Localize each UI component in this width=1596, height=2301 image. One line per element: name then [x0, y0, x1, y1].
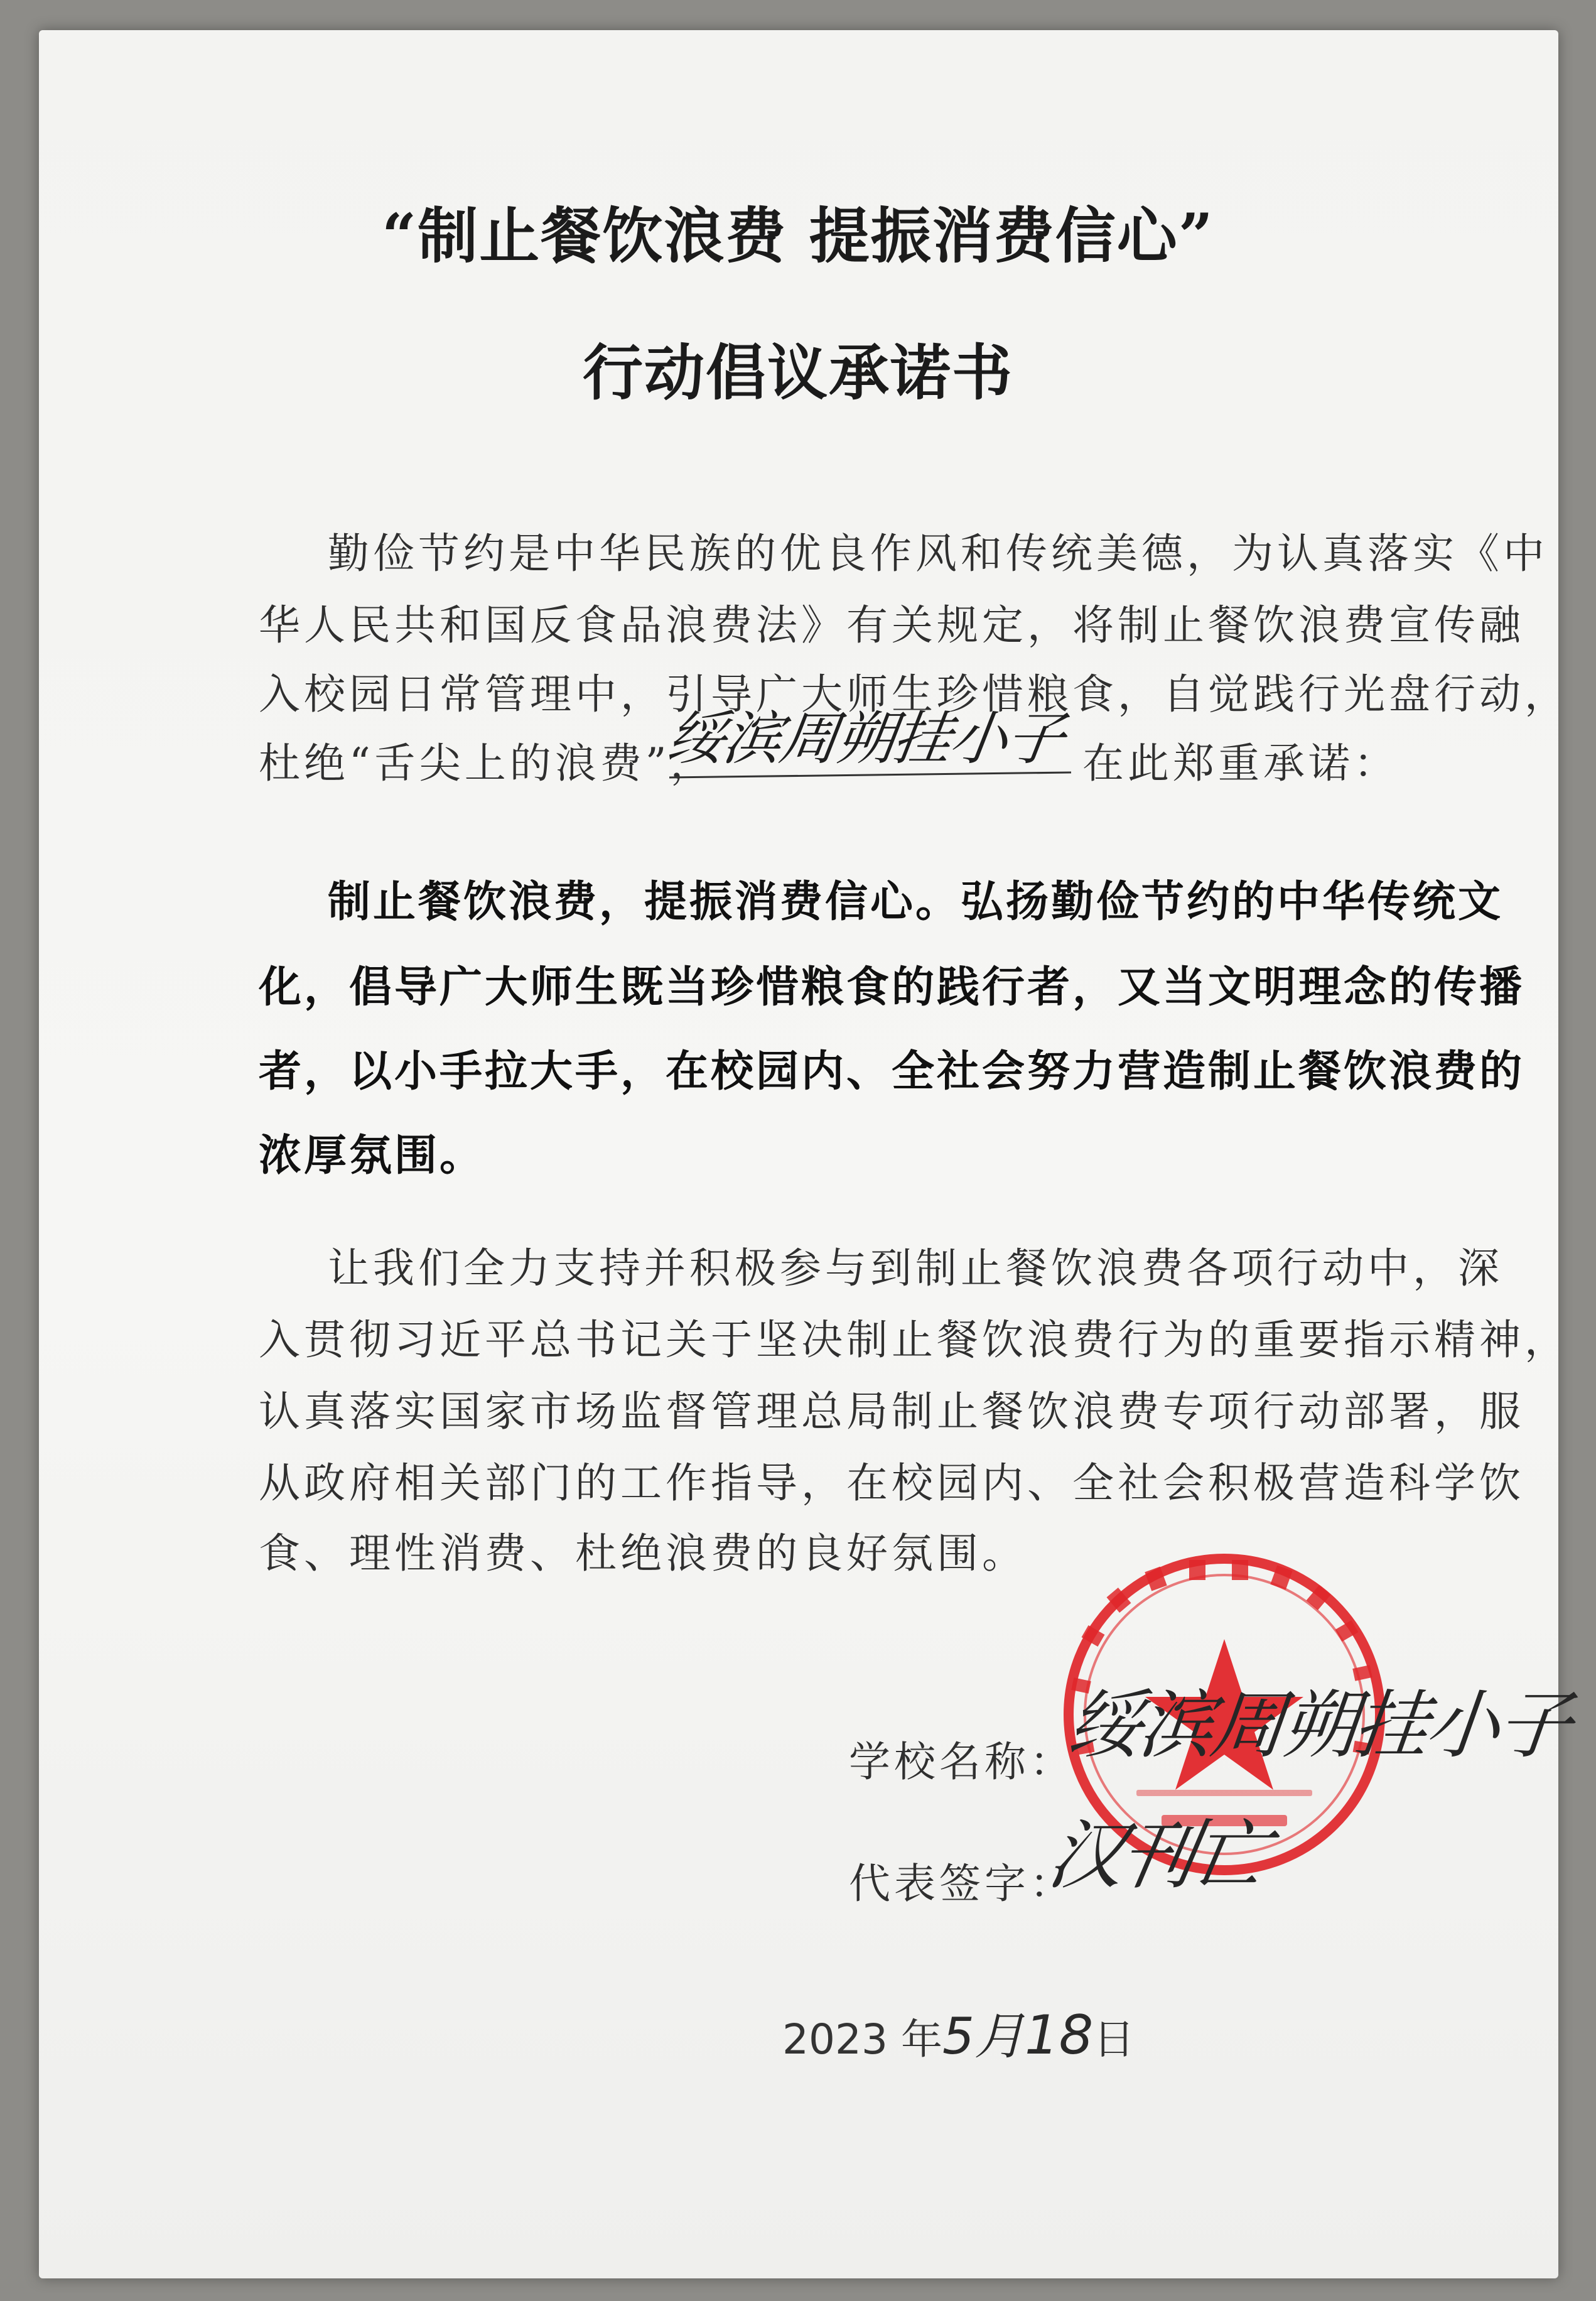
support-line: 从政府相关部门的工作指导，在校园内、全社会积极营造科学饮: [259, 1459, 1524, 1507]
intro-line: 勤俭节约是中华民族的优良作风和传统美德，为认真落实《中: [328, 529, 1548, 578]
intro-line-suffix: 在此郑重承诺：: [1082, 739, 1399, 788]
school-name-label: 学校名称：: [849, 1738, 1075, 1786]
handwritten-signature: [1041, 1802, 1341, 1909]
support-line: 食、理性消费、杜绝浪费的良好氛围。: [259, 1529, 1027, 1578]
document-title-line-2: 行动倡议承诺书: [583, 337, 1013, 408]
handwritten-inline-school-name: [662, 698, 1084, 786]
handwritten-school-name: [1063, 1670, 1574, 1777]
svg-text:汉刊亡: 汉刊亡: [1041, 1811, 1272, 1900]
signing-date: [782, 1996, 1135, 2068]
intro-line-prefix: 杜绝“舌尖上的浪费”，: [259, 739, 716, 788]
intro-line: 入校园日常管理中，引导广大师生珍惜粮食，自觉践行光盘行动，: [259, 670, 1570, 718]
date-year: 2023 年: [782, 2015, 942, 2064]
support-line: 让我们全力支持并积极参与到制止餐饮浪费各项行动中，深: [328, 1244, 1503, 1292]
date-month-handwritten: 5月: [942, 2007, 1025, 2065]
date-day-suffix: 日: [1093, 2015, 1135, 2064]
svg-text:绥滨周朔挂小子: 绥滨周朔挂小子: [1063, 1682, 1574, 1768]
support-line: 认真落实国家市场监督管理总局制止餐饮浪费专项行动部署，服: [259, 1387, 1524, 1436]
document-title-line-1: “制止餐饮浪费 提振消费信心”: [382, 200, 1214, 271]
pledge-line: 浓厚氛围。: [259, 1131, 485, 1181]
pledge-line: 制止餐饮浪费，提振消费信心。弘扬勤俭节约的中华传统文: [328, 877, 1504, 927]
pledge-line: 化，倡导广大师生既当珍惜粮食的践行者，又当文明理念的传播: [259, 963, 1525, 1012]
signature-label: 代表签字：: [849, 1860, 1075, 1908]
intro-line: 华人民共和国反食品浪费法》有关规定，将制止餐饮浪费宣传融: [259, 601, 1524, 649]
date-day-handwritten: 18: [1024, 2004, 1094, 2067]
support-line: 入贯彻习近平总书记关于坚决制止餐饮浪费行为的重要指示精神，: [259, 1316, 1570, 1364]
pledge-line: 者，以小手拉大手，在校园内、全社会努力营造制止餐饮浪费的: [259, 1047, 1525, 1096]
svg-text:绥滨周朔挂小子: 绥滨周朔挂小子: [662, 705, 1068, 772]
